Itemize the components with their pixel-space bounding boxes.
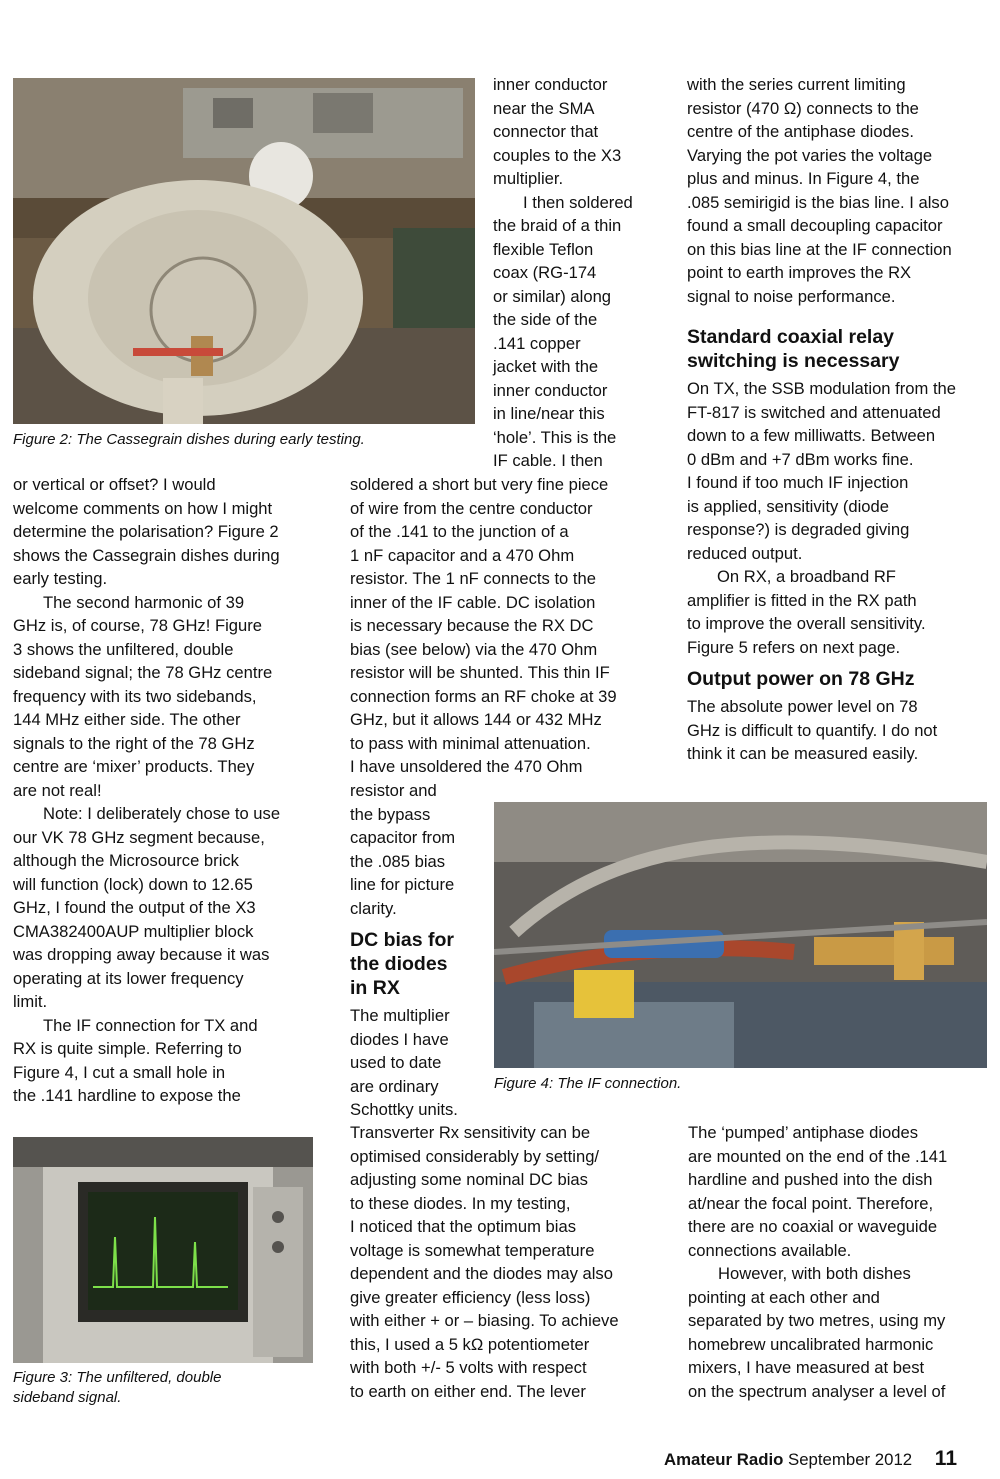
issue-date: September 2012 [788, 1450, 913, 1469]
column-2-mid-text: soldered a short but very fine piece of wire from the centre conductor of the .141 to the junction of a 1 nF capacitor and a 470 Ohm resistor. The 1 nF connects to the inner of the IF cable. DC isolation is necessary because the RX DC bias (see below) via the 470 Ohm resistor will be shunted. This thin IF connection forms an RF choke at 39 GHz, but it allows 144 or 432 MHz to pass with minimal attenuation. I have unsoldered the 470 Ohm [350, 475, 617, 776]
column-2-top-text: inner conductor near the SMA connector that couples to the X3 multiplier. I then soldered the braid of a thin flexible Teflon coax (RG-174 or similar) along the side of the .141 copper jacket with the inner conductor in line/near this ‘hole’. This is the IF cable. I then [493, 75, 633, 470]
figure-4-photo [494, 802, 987, 1068]
figure-3-caption: Figure 3: The unfiltered, double sideband signal. [13, 1369, 222, 1406]
relay-section: Standard coaxial relay switching is necessary On TX, the SSB modulation from the FT-817 is switched and attenuated down to a few milliwatts. Between 0 dBm and +7 dBm works fine. I found if too much IF injection is applied, sensitivity (diode response?) is degraded giving reduced output. On RX, a broadband RF amplifier is fitted in the RX path to improve the overall sensitivity. Figure 5 refers on next page. [687, 325, 997, 659]
figure-2-caption: Figure 2: The Cassegrain dishes during early testing. [13, 431, 365, 448]
column-1-text: or vertical or offset? I would welcome comments on how I might determine the polarisation? Figure 2 shows the Cassegrain dishes during early testing. The second harmonic of 39 GHz is, of course, 78 GHz! Figure 3 shows the unfiltered, double sideband signal; the 78 GHz centre frequency with its two sidebands, 144 MHz either side. The other signals to the right of the 78 GHz centre are ‘mixer’ products. They are not real! Note: I deliberately chose to use our VK 78 GHz segment because, although the Microsource brick will function (lock) down to 12.65 GHz, I found the output of the X3 CMA382400AUP multiplier block was dropping away because it was operating at its lower frequency limit. The IF connection for TX and RX is quite simple. Referring to Figure 4, I cut a small hole in the .141 hardline to expose the [13, 475, 281, 1105]
page-number: 11 [934, 1447, 957, 1470]
figure-3-photo [13, 1137, 313, 1363]
heading-dc-bias: DC bias for [350, 929, 455, 951]
column-3-top-text: with the series current limiting resistor (470 Ω) connects to the centre of the antiphase diodes. Varying the pot varies the voltage plus and minus. In Figure 4, the .085 semirigid is the bias line. I also found a small decoupling capacitor on this bias line at the IF connection point to earth improves the RX signal to noise performance. [687, 75, 952, 306]
output-power-section: Output power on 78 GHz The absolute power level on 78 GHz is difficult to quantify. I do not think it can be measured easily. [687, 667, 997, 766]
column-2-narrow-text: resistor and the bypass capacitor from the .085 bias line for picture clarity. [350, 781, 456, 918]
dc-bias-section: DC bias for the diodes in RX The multiplier diodes I have used to date are ordinary Schottky units. [350, 928, 490, 1122]
figure-4-caption: Figure 4: The IF connection. [494, 1075, 682, 1092]
column-2-bottom-text: Transverter Rx sensitivity can be optimised considerably by setting/ adjusting some nominal DC bias to these diodes. In my testing, I noticed that the optimum bias voltage is somewhat temperature dependent and the diodes may also give greater efficiency (less loss) with either + or – biasing. To achieve this, I used a 5 kΩ potentiometer with both +/- 5 volts with respect to earth on either end. The lever [350, 1123, 619, 1401]
figure-2-photo [13, 78, 475, 424]
heading-coaxial-relay: Standard coaxial relay [687, 326, 895, 348]
heading-output-power: Output power on 78 GHz [687, 668, 915, 690]
column-3-bottom-text: The ‘pumped’ antiphase diodes are mounted on the end of the .141 hardline and pushed into the dish at/near the focal point. Therefore, there are no coaxial or waveguide connections available. However, with both dishes pointing at each other and separated by two metres, using my homebrew uncalibrated harmonic mixers, I have measured at best on the spectrum analyser a level of [688, 1123, 948, 1401]
page-footer [664, 1447, 957, 1471]
magazine-name: Amateur Radio [664, 1450, 784, 1469]
